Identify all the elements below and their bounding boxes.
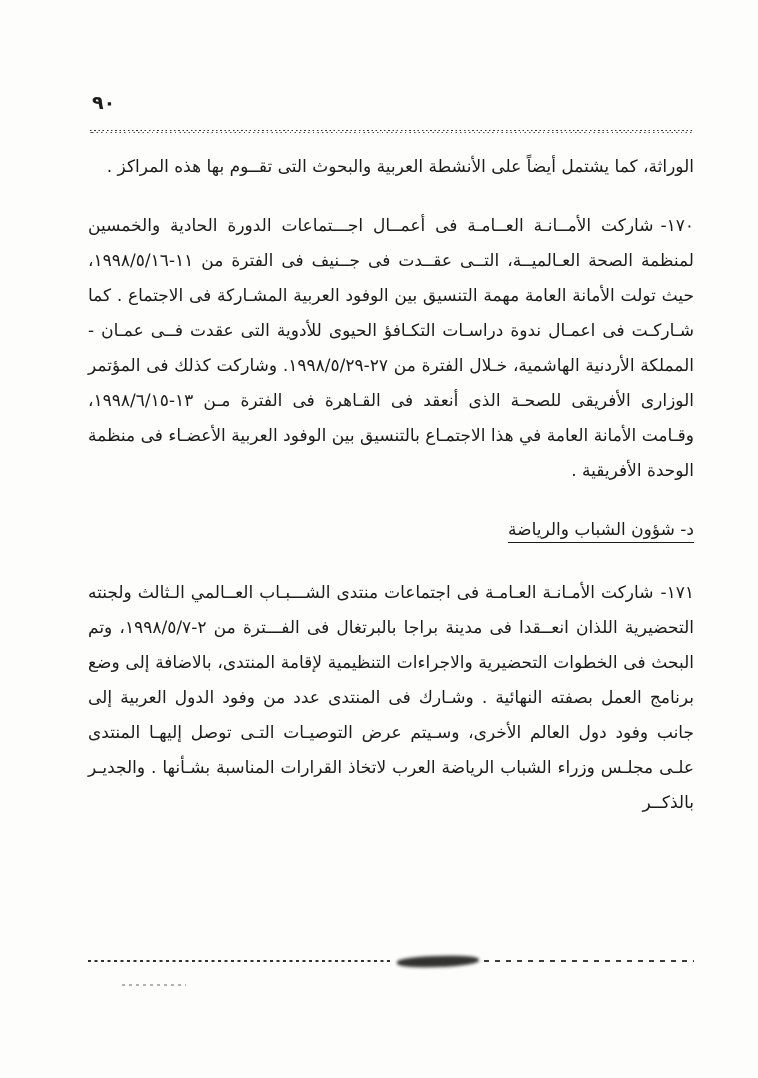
footer-illegible-stamp-smudge [397, 954, 479, 967]
item-170-text: شاركت الأمــانـة العــامـة فى أعمــال اجـــتماعات الدورة الحادية والخمسين لمنظمة الصحة العـالميــة، التــى عقــدت فى جــنيف فى الفترة من ١١-١٩٩٨/٥/١٦، حيث تولت الأمانة العامة مهمة التنسيق بين الوفود العربية المشـاركة فى الاجتماع . كما شـاركـت فى اعمـال ندوة دراسـات التكـافؤ الحيوى للأدوية التى عقدت فــى عمـان - المملكة الأردنية الهاشمية، خـلال الفترة من ٢٧-١٩٩٨/٥/٢٩. وشاركت كذلك فى المؤتمر الوزارى الأفريقى للصحـة الذى أنعقد فى القـاهرة فى الفترة مـن ١٣-١٩٩٨/٦/١٥، وقـامت الأمانة العامة في هذا الاجتمـاع بالتنسيق بين الوفود العربية الأعضـاء فى منظمة الوحدة الأفريقية . [88, 216, 695, 481]
footer-faint-dots [122, 984, 186, 986]
paragraph-intro-text: الوراثة، كما يشتمل أيضاً على الأنشطة العربية والبحوث التى تقــوم بها هذه المراكز . [106, 157, 694, 177]
item-171-number: ١٧١- [660, 583, 694, 603]
section-heading-text: د- شؤون الشباب والرياضة [508, 520, 694, 540]
page-footer [88, 948, 694, 974]
footer-dashed-segment [484, 960, 694, 962]
footer-dotted-rule [88, 960, 392, 962]
section-heading-youth-sports [88, 513, 694, 548]
item-170-number: ١٧٠- [660, 216, 694, 236]
page-number: ٩٠ [92, 92, 116, 114]
paragraph-item-171 [88, 576, 694, 821]
paragraph-intro-continuation [88, 150, 694, 185]
header-dotted-rule [90, 130, 694, 134]
paragraph-item-170 [88, 209, 694, 489]
page-content [88, 150, 694, 845]
item-171-text: شاركت الأمـانـة العـامـة فى اجتماعات منتدى الشـــبـاب العــالمي الـثالث ولجنته التحضيرية اللذان انعــقدا فى مدينة براجا بالبرتغال فى الفـــترة من ٢-١٩٩٨/٥/٧، وتم البحث فى الخطوات التحضيرية والاجراءات التنظيمية لإقامة المنتدى، بالاضافة إلى وضع برنامج العمل بصفته النهائية . وشـارك فى المنتدى عدد من وفود الدول العربية إلى جانب وفود دول العالم الأخرى، وسـيتم عرض التوصيـات التـى توصل إليهـا المنتدى علـى مجلـس وزراء الشباب الرياضة العرب لاتخاذ القرارات المناسبة بشـأنها . والجديـر بالذكــر [88, 583, 694, 813]
